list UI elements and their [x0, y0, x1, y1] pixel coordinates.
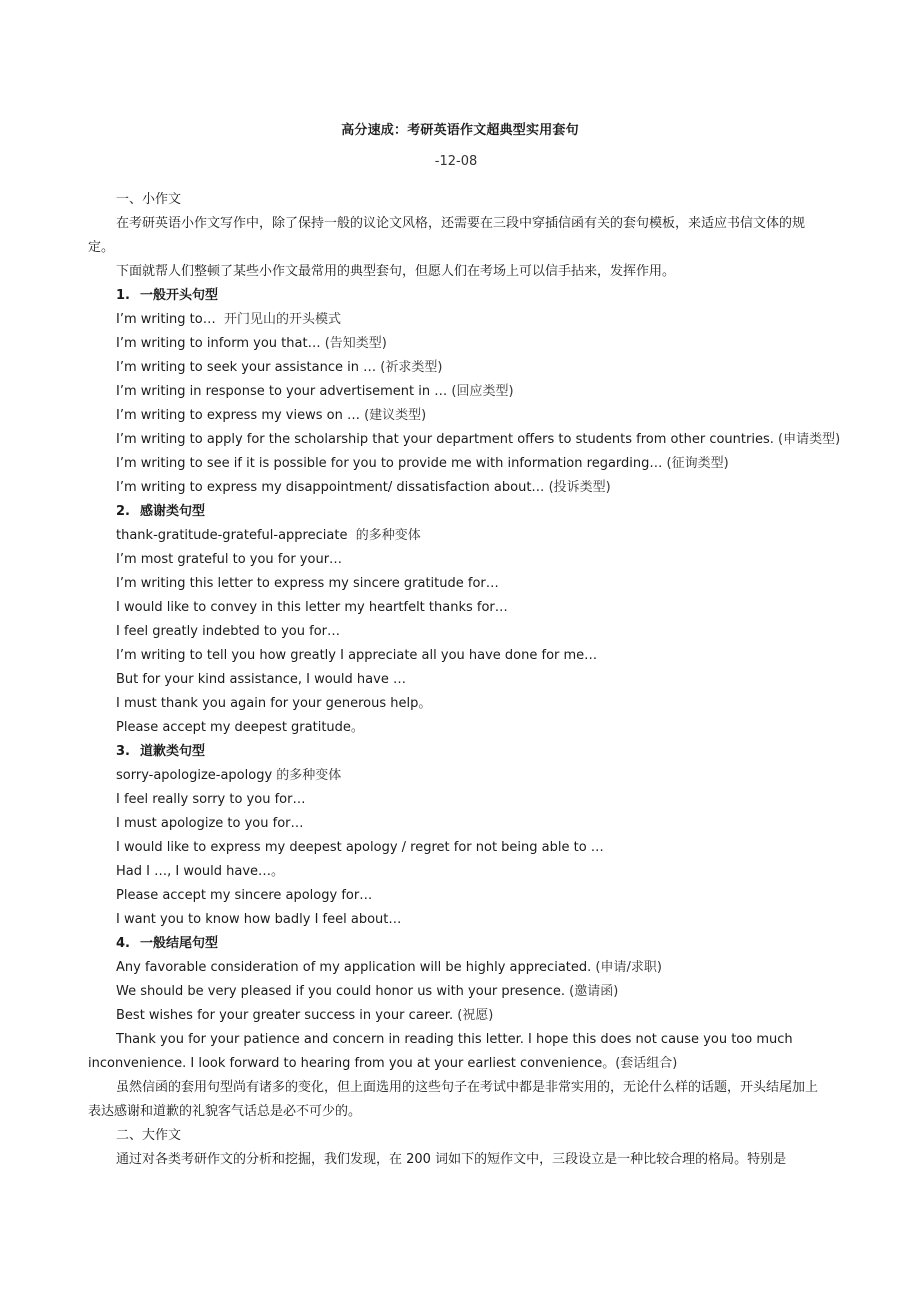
sentence-en: Please accept my deepest gratitude: [116, 720, 351, 735]
sentence-line: [88, 1004, 828, 1028]
group-heading: [88, 500, 828, 524]
sentence-en: I’m writing to…: [116, 312, 224, 327]
group-heading: [88, 932, 828, 956]
closing-en: Thank you for your patience and concern in reading this letter. I hope this does not cause you too much inconvenience. I look forward to hearing from you at your earliest convenience: [88, 1032, 793, 1071]
sentence-en: I’m writing this letter to express my sincere gratitude for…: [116, 576, 499, 591]
sentence-line: [88, 668, 828, 692]
sentence-en: I’m writing to apply for the scholarship that your department offers to students from other countries.: [116, 432, 778, 447]
sentence-line: [88, 812, 828, 836]
sentence-en: I’m writing to seek your assistance in …: [116, 360, 381, 375]
intro-paragraph-1: 在考研英语小作文写作中，除了保持一般的议论文风格，还需要在三段中穿插信函有关的套句模板，来适应书信文体的规定。: [88, 216, 806, 255]
sentence-line: [88, 380, 828, 404]
group-title: 一般结尾句型: [140, 936, 219, 951]
sentence-en: I must apologize to you for…: [116, 816, 304, 831]
sentence-line: [88, 452, 828, 476]
sentence-line: [88, 884, 828, 908]
sentence-zh: (申请/求职): [595, 960, 662, 975]
sentence-en: sorry-apologize-apology: [116, 768, 277, 783]
sentence-groups: [88, 284, 841, 1028]
sentence-line: [88, 404, 828, 428]
sentence-en: I’m writing to see if it is possible for you to provide me with information regarding…: [116, 456, 667, 471]
closing-zh: 。(套话组合): [602, 1056, 678, 1071]
sentence-zh: 的多种变体: [355, 528, 421, 543]
sentence-en: But for your kind assistance, I would have …: [116, 672, 406, 687]
sentence-line: [88, 980, 828, 1004]
sentence-line: [88, 524, 828, 548]
sentence-line: [88, 356, 828, 380]
sentence-zh: 的多种变体: [276, 768, 342, 783]
sentence-en: I’m writing to express my disappointment/ dissatisfaction about…: [116, 480, 549, 495]
sentence-zh: 。: [271, 864, 285, 879]
sentence-en: I must thank you again for your generous help: [116, 696, 419, 711]
sentence-zh: 。: [350, 720, 364, 735]
sentence-zh: (祝愿): [457, 1008, 494, 1023]
sentence-line: [88, 428, 841, 452]
sentence-zh: (邀请函): [569, 984, 619, 999]
sentence-line: [88, 956, 828, 980]
document-body: [88, 188, 841, 1172]
sentence-en: I’m writing to tell you how greatly I appreciate all you have done for me…: [116, 648, 598, 663]
summary-paragraph: 虽然信函的套用句型尚有诸多的变化，但上面选用的这些句子在考试中都是非常实用的，无论什么样的话题，开头结尾加上表达感谢和道歉的礼貌客气话总是必不可少的。: [88, 1080, 819, 1119]
sentence-en: I feel really sorry to you for…: [116, 792, 306, 807]
sentence-zh: 。: [418, 696, 432, 711]
sentence-line: [88, 572, 828, 596]
sentence-en: Best wishes for your greater success in your career.: [116, 1008, 458, 1023]
sentence-line: [88, 620, 828, 644]
sentence-zh: (告知类型): [324, 336, 387, 351]
sentence-zh: 开门见山的开头模式: [224, 312, 342, 327]
document-title: 高分速成：考研英语作文超典型实用套句: [341, 123, 579, 138]
sentence-line: [88, 308, 828, 332]
sentence-zh: (祈求类型): [380, 360, 443, 375]
sentence-line: [88, 836, 828, 860]
sentence-zh: (征询类型): [666, 456, 729, 471]
sentence-line: [88, 860, 828, 884]
sentence-en: I’m writing to express my views on …: [116, 408, 365, 423]
sentence-zh: (建议类型): [364, 408, 427, 423]
sentence-line: [88, 332, 828, 356]
sentence-en: I’m writing in response to your advertisement in …: [116, 384, 452, 399]
sentence-en: Any favorable consideration of my application will be highly appreciated.: [116, 960, 596, 975]
sentence-en: I feel greatly indebted to you for…: [116, 624, 341, 639]
sentence-en: We should be very pleased if you could honor us with your presence.: [116, 984, 570, 999]
group-title: 一般开头句型: [140, 288, 219, 303]
sentence-line: [88, 596, 828, 620]
sentence-zh: (投诉类型): [548, 480, 611, 495]
group-number: 1.: [116, 288, 130, 303]
sentence-line: [88, 788, 828, 812]
section-heading-small-essay: 一、小作文: [116, 192, 182, 207]
sentence-en: Had I …, I would have…: [116, 864, 272, 879]
group-number: 4.: [116, 936, 130, 951]
sentence-line: [88, 764, 828, 788]
sentence-en: I’m writing to inform you that…: [116, 336, 325, 351]
group-title: 道歉类句型: [140, 744, 206, 759]
sentence-zh: (回应类型): [451, 384, 514, 399]
sentence-line: [88, 644, 828, 668]
sentence-line: [88, 908, 828, 932]
sentence-line: [88, 716, 828, 740]
sentence-line: [88, 548, 828, 572]
sentence-line: [88, 476, 828, 500]
group-number: 3.: [116, 744, 130, 759]
closing-combination-paragraph: [88, 1028, 828, 1076]
document-date: -12-08: [434, 154, 478, 169]
sentence-en: Please accept my sincere apology for…: [116, 888, 373, 903]
group-title: 感谢类句型: [140, 504, 206, 519]
sentence-en: I would like to express my deepest apology / regret for not being able to …: [116, 840, 604, 855]
large-essay-intro: 通过对各类考研作文的分析和挖掘，我们发现，在 200 词如下的短作文中，三段设立是一种比较合理的格局。特别是: [116, 1152, 787, 1167]
group-number: 2.: [116, 504, 130, 519]
section-heading-large-essay: 二、大作文: [116, 1128, 182, 1143]
sentence-line: [88, 692, 828, 716]
group-heading: [88, 284, 828, 308]
sentence-en: I’m most grateful to you for your…: [116, 552, 343, 567]
sentence-en: thank-gratitude-grateful-appreciate: [116, 528, 356, 543]
sentence-en: I want you to know how badly I feel about…: [116, 912, 402, 927]
sentence-zh: (申请类型): [778, 432, 841, 447]
sentence-en: I would like to convey in this letter my heartfelt thanks for…: [116, 600, 508, 615]
intro-paragraph-2: 下面就帮人们整顿了某些小作文最常用的典型套句，但愿人们在考场上可以信手拈来，发挥作用。: [116, 264, 676, 279]
group-heading: [88, 740, 828, 764]
